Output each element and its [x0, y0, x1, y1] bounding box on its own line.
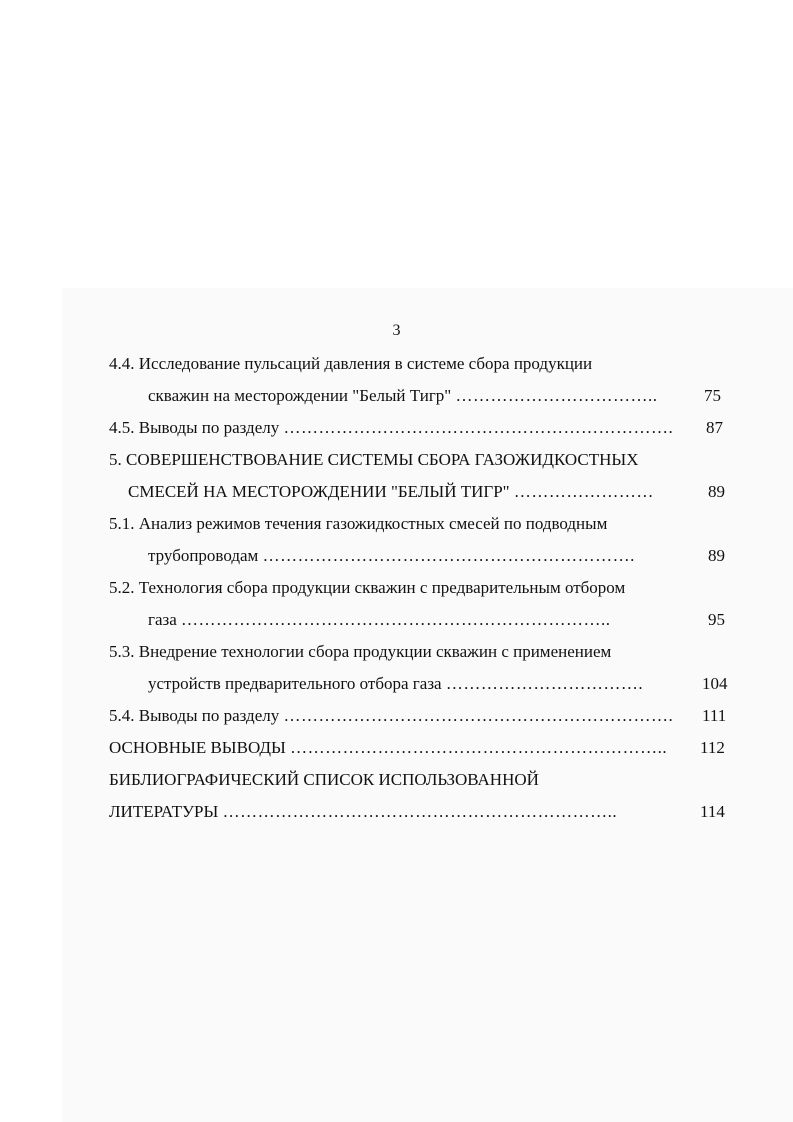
toc-entry-4-4-title: 4.4. Исследование пульсаций давления в системе сбора продукции — [109, 354, 593, 373]
toc-entry-5-title: 5. СОВЕРШЕНСТВОВАНИЕ СИСТЕМЫ СБОРА ГАЗОЖИДКОСТНЫХ — [109, 450, 639, 469]
toc-entry-text: газа — [148, 610, 177, 629]
toc-entry-5-title-cont — [128, 482, 654, 502]
toc-leader-dots: ……………………………………………………………….. — [181, 610, 611, 629]
toc-entry-4-4-page: 75 — [704, 386, 721, 405]
toc-leader-dots: ………………………………………………………. — [262, 546, 635, 565]
toc-entry-text: скважин на месторождении "Белый Тигр" — [148, 386, 452, 405]
toc-entry-text: 4.5. Выводы по разделу — [109, 418, 280, 437]
toc-leader-dots: ……………………………………………………….. — [290, 738, 668, 757]
toc-entry-4-5-page: 87 — [706, 418, 723, 437]
toc-entry-5-3-title: 5.3. Внедрение технологии сбора продукции скважин с применением — [109, 642, 612, 661]
toc-entry-5-page: 89 — [708, 482, 725, 501]
toc-entry-4-4-title-cont — [148, 386, 658, 406]
toc-entry-text: трубопроводам — [148, 546, 259, 565]
toc-entry-4-5 — [109, 418, 673, 438]
toc-leader-dots: …………………………….. — [455, 386, 658, 405]
toc-leader-dots: …………………………………………………………. — [283, 418, 674, 437]
toc-entry-5-1-page: 89 — [708, 546, 725, 565]
toc-leader-dots: ………………………………………………………….. — [222, 802, 618, 821]
toc-entry-text: ОСНОВНЫЕ ВЫВОДЫ — [109, 738, 286, 757]
toc-leader-dots: …………………… — [513, 482, 654, 501]
scanned-page-area — [62, 288, 793, 1122]
toc-entry-5-3-page: 104 — [702, 674, 728, 693]
toc-entry-bibliography-title: БИБЛИОГРАФИЧЕСКИЙ СПИСОК ИСПОЛЬЗОВАННОЙ — [109, 770, 539, 789]
toc-entry-bibliography-page: 114 — [700, 802, 725, 821]
toc-entry-5-2-page: 95 — [708, 610, 725, 629]
toc-entry-conclusions-page: 112 — [700, 738, 725, 757]
toc-entry-text: СМЕСЕЙ НА МЕСТОРОЖДЕНИИ "БЕЛЫЙ ТИГР" — [128, 482, 510, 501]
toc-leader-dots: …………………………………………………………. — [283, 706, 674, 725]
toc-entry-text: устройств предварительного отбора газа — [148, 674, 442, 693]
toc-entry-5-4-page: 111 — [702, 706, 727, 725]
toc-entry-5-1-title: 5.1. Анализ режимов течения газожидкостных смесей по подводным — [109, 514, 608, 533]
toc-entry-conclusions — [109, 738, 667, 758]
toc-entry-5-1-title-cont — [148, 546, 635, 566]
toc-entry-5-2-title-cont — [148, 610, 611, 630]
toc-entry-bibliography-title-cont — [109, 802, 617, 822]
toc-entry-5-4 — [109, 706, 673, 726]
toc-entry-text: ЛИТЕРАТУРЫ — [109, 802, 219, 821]
toc-leader-dots: ……………………………. — [445, 674, 644, 693]
toc-entry-text: 5.4. Выводы по разделу — [109, 706, 280, 725]
toc-entry-5-3-title-cont — [148, 674, 643, 694]
page-number: 3 — [392, 322, 401, 339]
toc-entry-5-2-title: 5.2. Технология сбора продукции скважин с предварительным отбором — [109, 578, 626, 597]
